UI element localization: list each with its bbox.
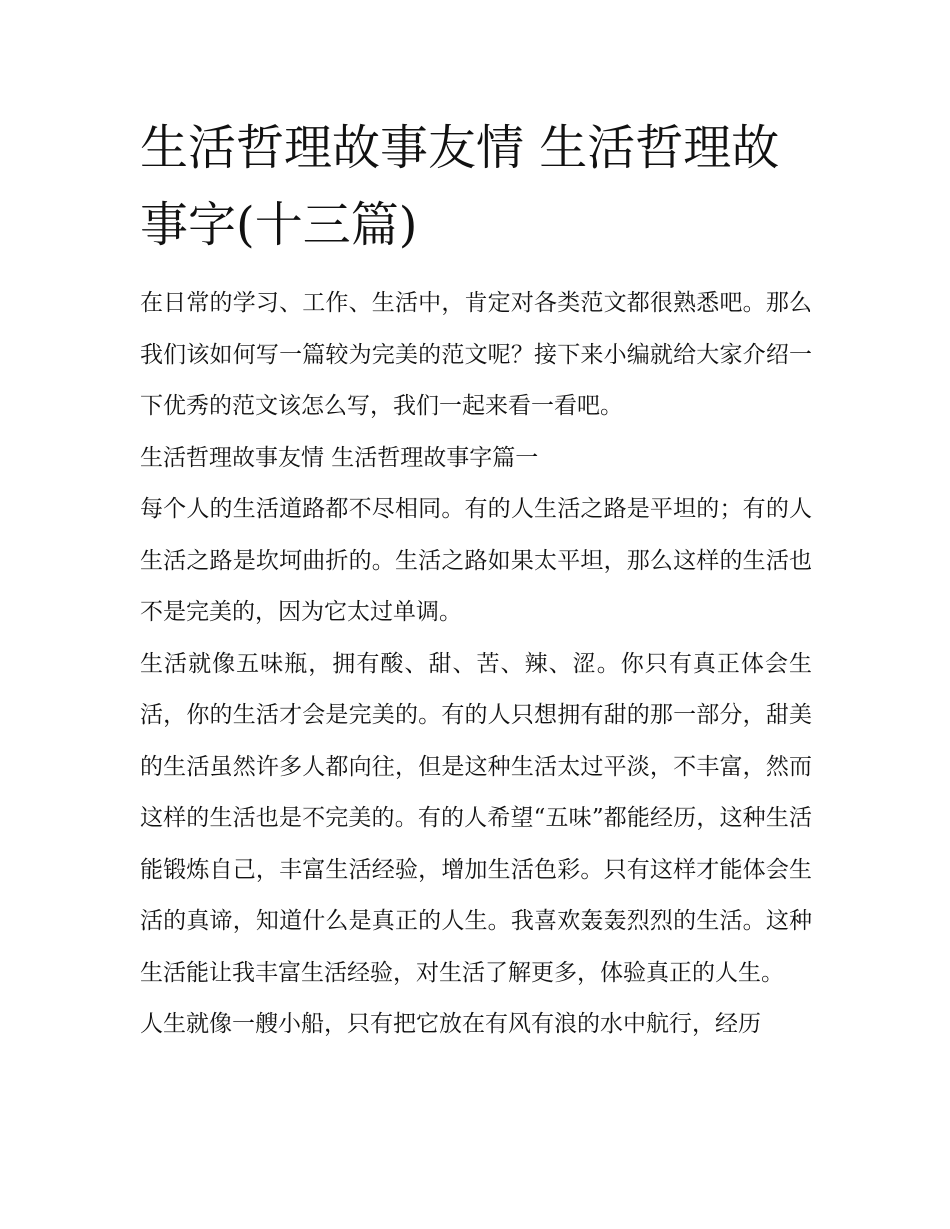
intro-paragraph: 在日常的学习、工作、生活中，肯定对各类范文都很熟悉吧。那么我们该如何写一篇较为完美的范文呢？接下来小编就给大家介绍一下优秀的范文该怎么写，我们一起来看一看吧。 xyxy=(140,290,812,419)
body-paragraph: 每个人的生活道路都不尽相同。有的人生活之路是平坦的；有的人生活之路是坎坷曲折的。生活之路如果太平坦，那么这样的生活也不是完美的，因为它太过单调。 xyxy=(140,496,812,625)
document-page xyxy=(140,110,812,1051)
document-title: 生活哲理故事友情 生活哲理故事字(十三篇) xyxy=(140,120,780,253)
title-spacer xyxy=(140,264,812,278)
body-paragraph: 生活就像五味瓶，拥有酸、甜、苦、辣、涩。你只有真正体会生活，你的生活才会是完美的。有的人只想拥有甜的那一部分，甜美的生活虽然许多人都向往，但是这种生活太过平淡，不丰富，然而这样的生活也是不完美的。有的人希望“五味”都能经历，这种生活能锻炼自己，丰富生活经验，增加生活色彩。只有这样才能体会生活的真谛，知道什么是真正的人生。我喜欢轰轰烈烈的生活。这种生活能让我丰富生活经验，对生活了解更多，体验真正的人生。 xyxy=(140,650,812,986)
section-heading: 生活哲理故事友情 生活哲理故事字篇一 xyxy=(140,444,539,471)
body-paragraph: 人生就像一艘小船，只有把它放在有风有浪的水中航行，经历 xyxy=(140,1011,761,1037)
